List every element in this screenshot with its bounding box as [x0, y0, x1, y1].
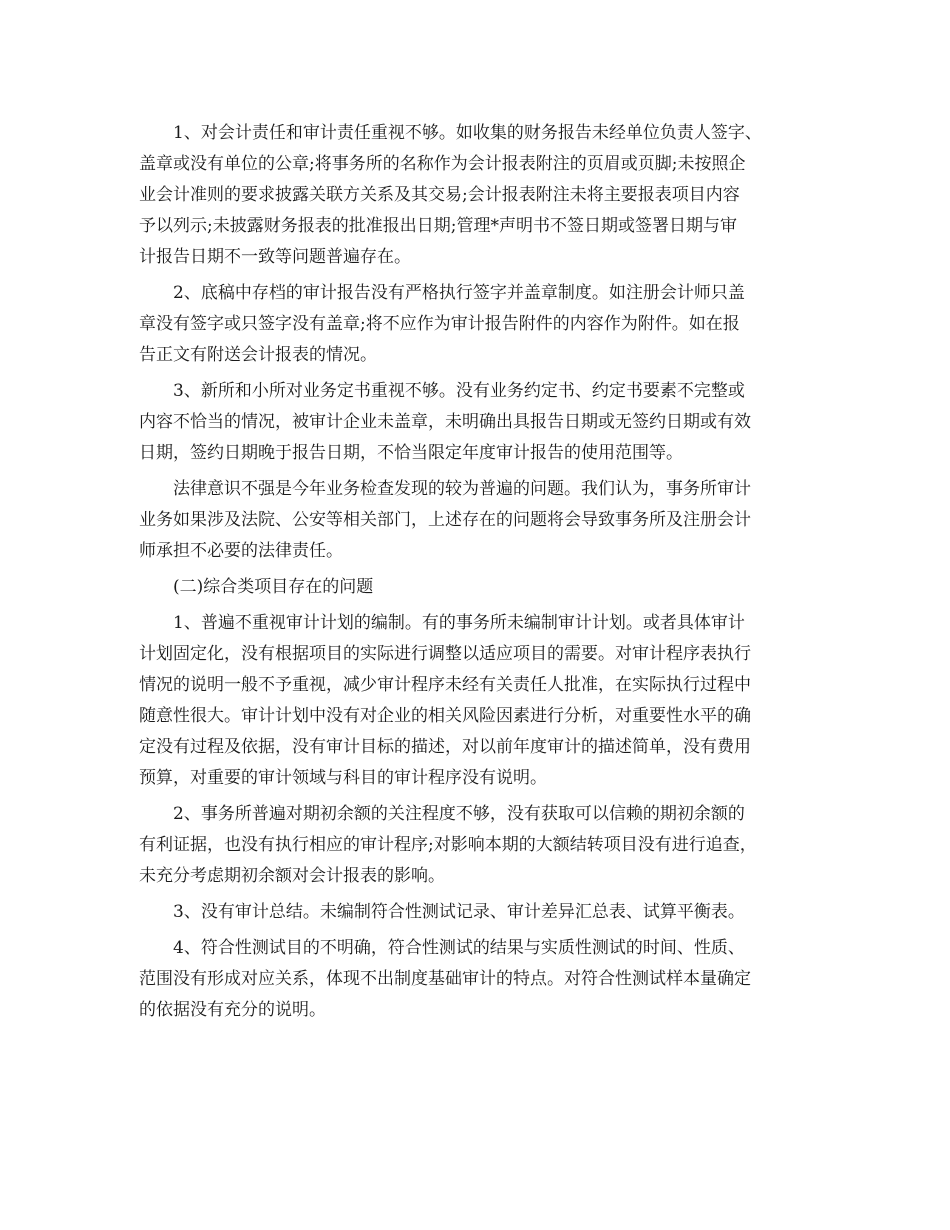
text-line: 盖章或没有单位的公章;将事务所的名称作为会计报表附注的页眉或页脚;未按照企	[139, 154, 746, 174]
text-line: 2、底稿中存档的审计报告没有严格执行签字并盖章制度。如注册会计师只盖	[173, 283, 745, 303]
text-line: 3、没有审计总结。未编制符合性测试记录、审计差异汇总表、试算平衡表。	[173, 902, 745, 922]
text-line: 情况的说明一般不予重视，减少审计程序未经有关责任人批准，在实际执行过程中	[139, 675, 751, 695]
text-line: 预算，对重要的审计领域与科目的审计程序没有说明。	[139, 768, 547, 788]
text-line: 的依据没有充分的说明。	[139, 1000, 326, 1020]
text-line: 日期，签约日期晚于报告日期，不恰当限定年度审计报告的使用范围等。	[139, 443, 683, 463]
text-line: 2、事务所普遍对期初余额的关注程度不够，没有获取可以信赖的期初余额的	[173, 804, 745, 824]
text-line: 予以列示;未披露财务报表的批准报出日期;管理*声明书不签日期或签署日期与审	[139, 216, 737, 236]
text-line: 定没有过程及依据，没有审计目标的描述，对以前年度审计的描述简单，没有费用	[139, 737, 751, 757]
text-line: 计报告日期不一致等问题普遍存在。	[139, 247, 411, 267]
paragraph-6	[139, 799, 819, 892]
text-line: (二)综合类项目存在的问题	[173, 577, 374, 597]
paragraph-5	[139, 608, 819, 794]
text-line: 告正文有附送会计报表的情况。	[139, 345, 377, 365]
text-line: 4、符合性测试目的不明确，符合性测试的结果与实质性测试的时间、性质、	[173, 938, 745, 958]
text-line: 随意性很大。审计计划中没有对企业的相关风险因素进行分析，对重要性水平的确	[139, 706, 751, 726]
text-line: 1、对会计责任和审计责任重视不够。如收集的财务报告未经单位负责人签字、	[173, 123, 762, 143]
text-line: 计划固定化，没有根据项目的实际进行调整以适应项目的需要。对审计程序表执行	[139, 644, 751, 664]
text-line: 业会计准则的要求披露关联方关系及其交易;会计报表附注未将主要报表项目内容	[139, 185, 740, 205]
paragraph-4	[139, 474, 819, 567]
section-heading	[139, 572, 819, 603]
document-body	[139, 118, 819, 1031]
text-line: 未充分考虑期初余额对会计报表的影响。	[139, 866, 445, 886]
paragraph-8	[139, 933, 819, 1026]
paragraph-2	[139, 278, 819, 371]
paragraph-3	[139, 376, 819, 469]
text-line: 范围没有形成对应关系，体现不出制度基础审计的特点。对符合性测试样本量确定	[139, 969, 751, 989]
text-line: 3、新所和小所对业务定书重视不够。没有业务约定书、约定书要素不完整或	[173, 381, 745, 401]
text-line: 业务如果涉及法院、公安等相关部门，上述存在的问题将会导致事务所及注册会计	[139, 510, 751, 530]
text-line: 师承担不必要的法律责任。	[139, 541, 343, 561]
text-line: 章没有签字或只签字没有盖章;将不应作为审计报告附件的内容作为附件。如在报	[139, 314, 740, 334]
paragraph-7	[139, 897, 819, 928]
text-line: 内容不恰当的情况，被审计企业未盖章，未明确出具报告日期或无签约日期或有效	[139, 412, 751, 432]
text-line: 法律意识不强是今年业务检查发现的较为普遍的问题。我们认为，事务所审计	[173, 479, 751, 499]
paragraph-1	[139, 118, 819, 273]
text-line: 有利证据，也没有执行相应的审计程序;对影响本期的大额结转项目没有进行追查，	[139, 835, 757, 855]
text-line: 1、普遍不重视审计计划的编制。有的事务所未编制审计计划。或者具体审计	[173, 613, 745, 633]
